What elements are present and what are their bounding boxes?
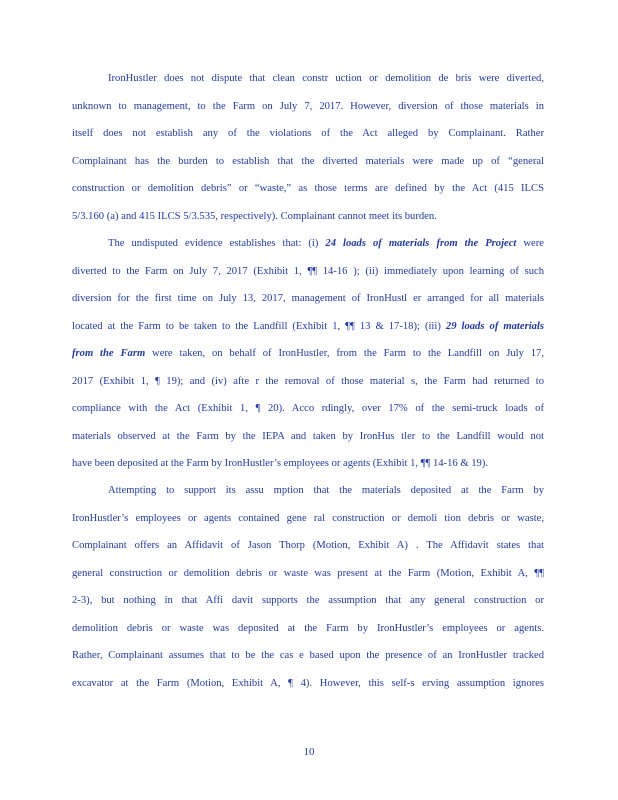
text-line: excavator at the Farm (Motion, Exhibit A, ¶ 4). However, this self-s erving assumption ignores bbox=[72, 677, 544, 689]
text-line: 5/3.160 (a) and 415 ILCS 5/3.535, respectively). Complainant cannot meet its burden. bbox=[72, 210, 437, 222]
text-line: Complainant has the burden to establish that the diverted materials were made up of “general bbox=[72, 155, 544, 167]
text-line: Attempting to support its assu mption that the materials deposited at the Farm by bbox=[108, 485, 544, 496]
text-line: have been deposited at the Farm by IronHustler’s employees or agents (Exhibit 1, ¶¶ 14-16 & 19). bbox=[72, 458, 488, 469]
text-line: Rather, Complainant assumes that to be the cas e based upon the presence of an IronHustler tracked bbox=[72, 650, 544, 661]
text-line: materials observed at the Farm by the IEPA and taken by IronHus tler to the Landfill would not bbox=[72, 430, 544, 442]
text-line: IronHustler does not dispute that clean constr uction or demolition de bris were diverted, bbox=[108, 73, 544, 84]
text-line: construction or demolition debris” or “waste,” as those terms are defined by the Act (415 ILCS bbox=[72, 183, 544, 194]
text-line: IronHustler’s employees or agents contained gene ral construction or demoli tion debris or waste, bbox=[72, 512, 544, 524]
text-line: 2017 (Exhibit 1, ¶ 19); and (iv) afte r the removal of those material s, the Farm had returned to bbox=[72, 375, 544, 387]
text-line: The undisputed evidence establishes that: (i) 24 loads of materials from the Project were bbox=[108, 238, 544, 249]
text-line: located at the Farm to be taken to the Landfill (Exhibit 1, ¶¶ 13 & 17-18); (iii) 29 loads of materials bbox=[72, 320, 544, 332]
text-line: from the Farm were taken, on behalf of IronHustler, from the Farm to the Landfill on July 17, bbox=[72, 348, 544, 359]
text-line: Complainant offers an Affidavit of Jason Thorp (Motion, Exhibit A) . The Affidavit states that bbox=[72, 540, 544, 551]
text-line: demolition debris or waste was deposited at the Farm by IronHustler’s employees or agents. bbox=[72, 622, 544, 634]
emphasized-text: 29 loads of materials bbox=[445, 320, 544, 332]
text-line: diverted to the Farm on July 7, 2017 (Exhibit 1, ¶¶ 14-16 ); (ii) immediately upon learning of such bbox=[72, 265, 544, 277]
text-line: itself does not establish any of the violations of the Act alleged by Complainant. Rather bbox=[72, 128, 544, 139]
text-line: unknown to management, to the Farm on July 7, 2017. However, diversion of those materials in bbox=[72, 100, 544, 112]
text-line: general construction or demolition debris or waste was present at the Farm (Motion, Exhibit A, ¶¶ bbox=[72, 567, 544, 579]
page-number: 10 bbox=[303, 746, 315, 758]
text-line: 2-3), but nothing in that Affi davit supports the assumption that any general construction or bbox=[72, 595, 544, 606]
emphasized-text: 24 loads of materials from the Project bbox=[325, 238, 517, 249]
text-line: diversion for the first time on July 13, 2017, management of IronHustl er arranged for all materials bbox=[72, 293, 544, 304]
emphasized-text: from the Farm bbox=[72, 348, 146, 359]
text-line: compliance with the Act (Exhibit 1, ¶ 20). Acco rdingly, over 17% of the semi-truck loads of bbox=[72, 403, 544, 414]
